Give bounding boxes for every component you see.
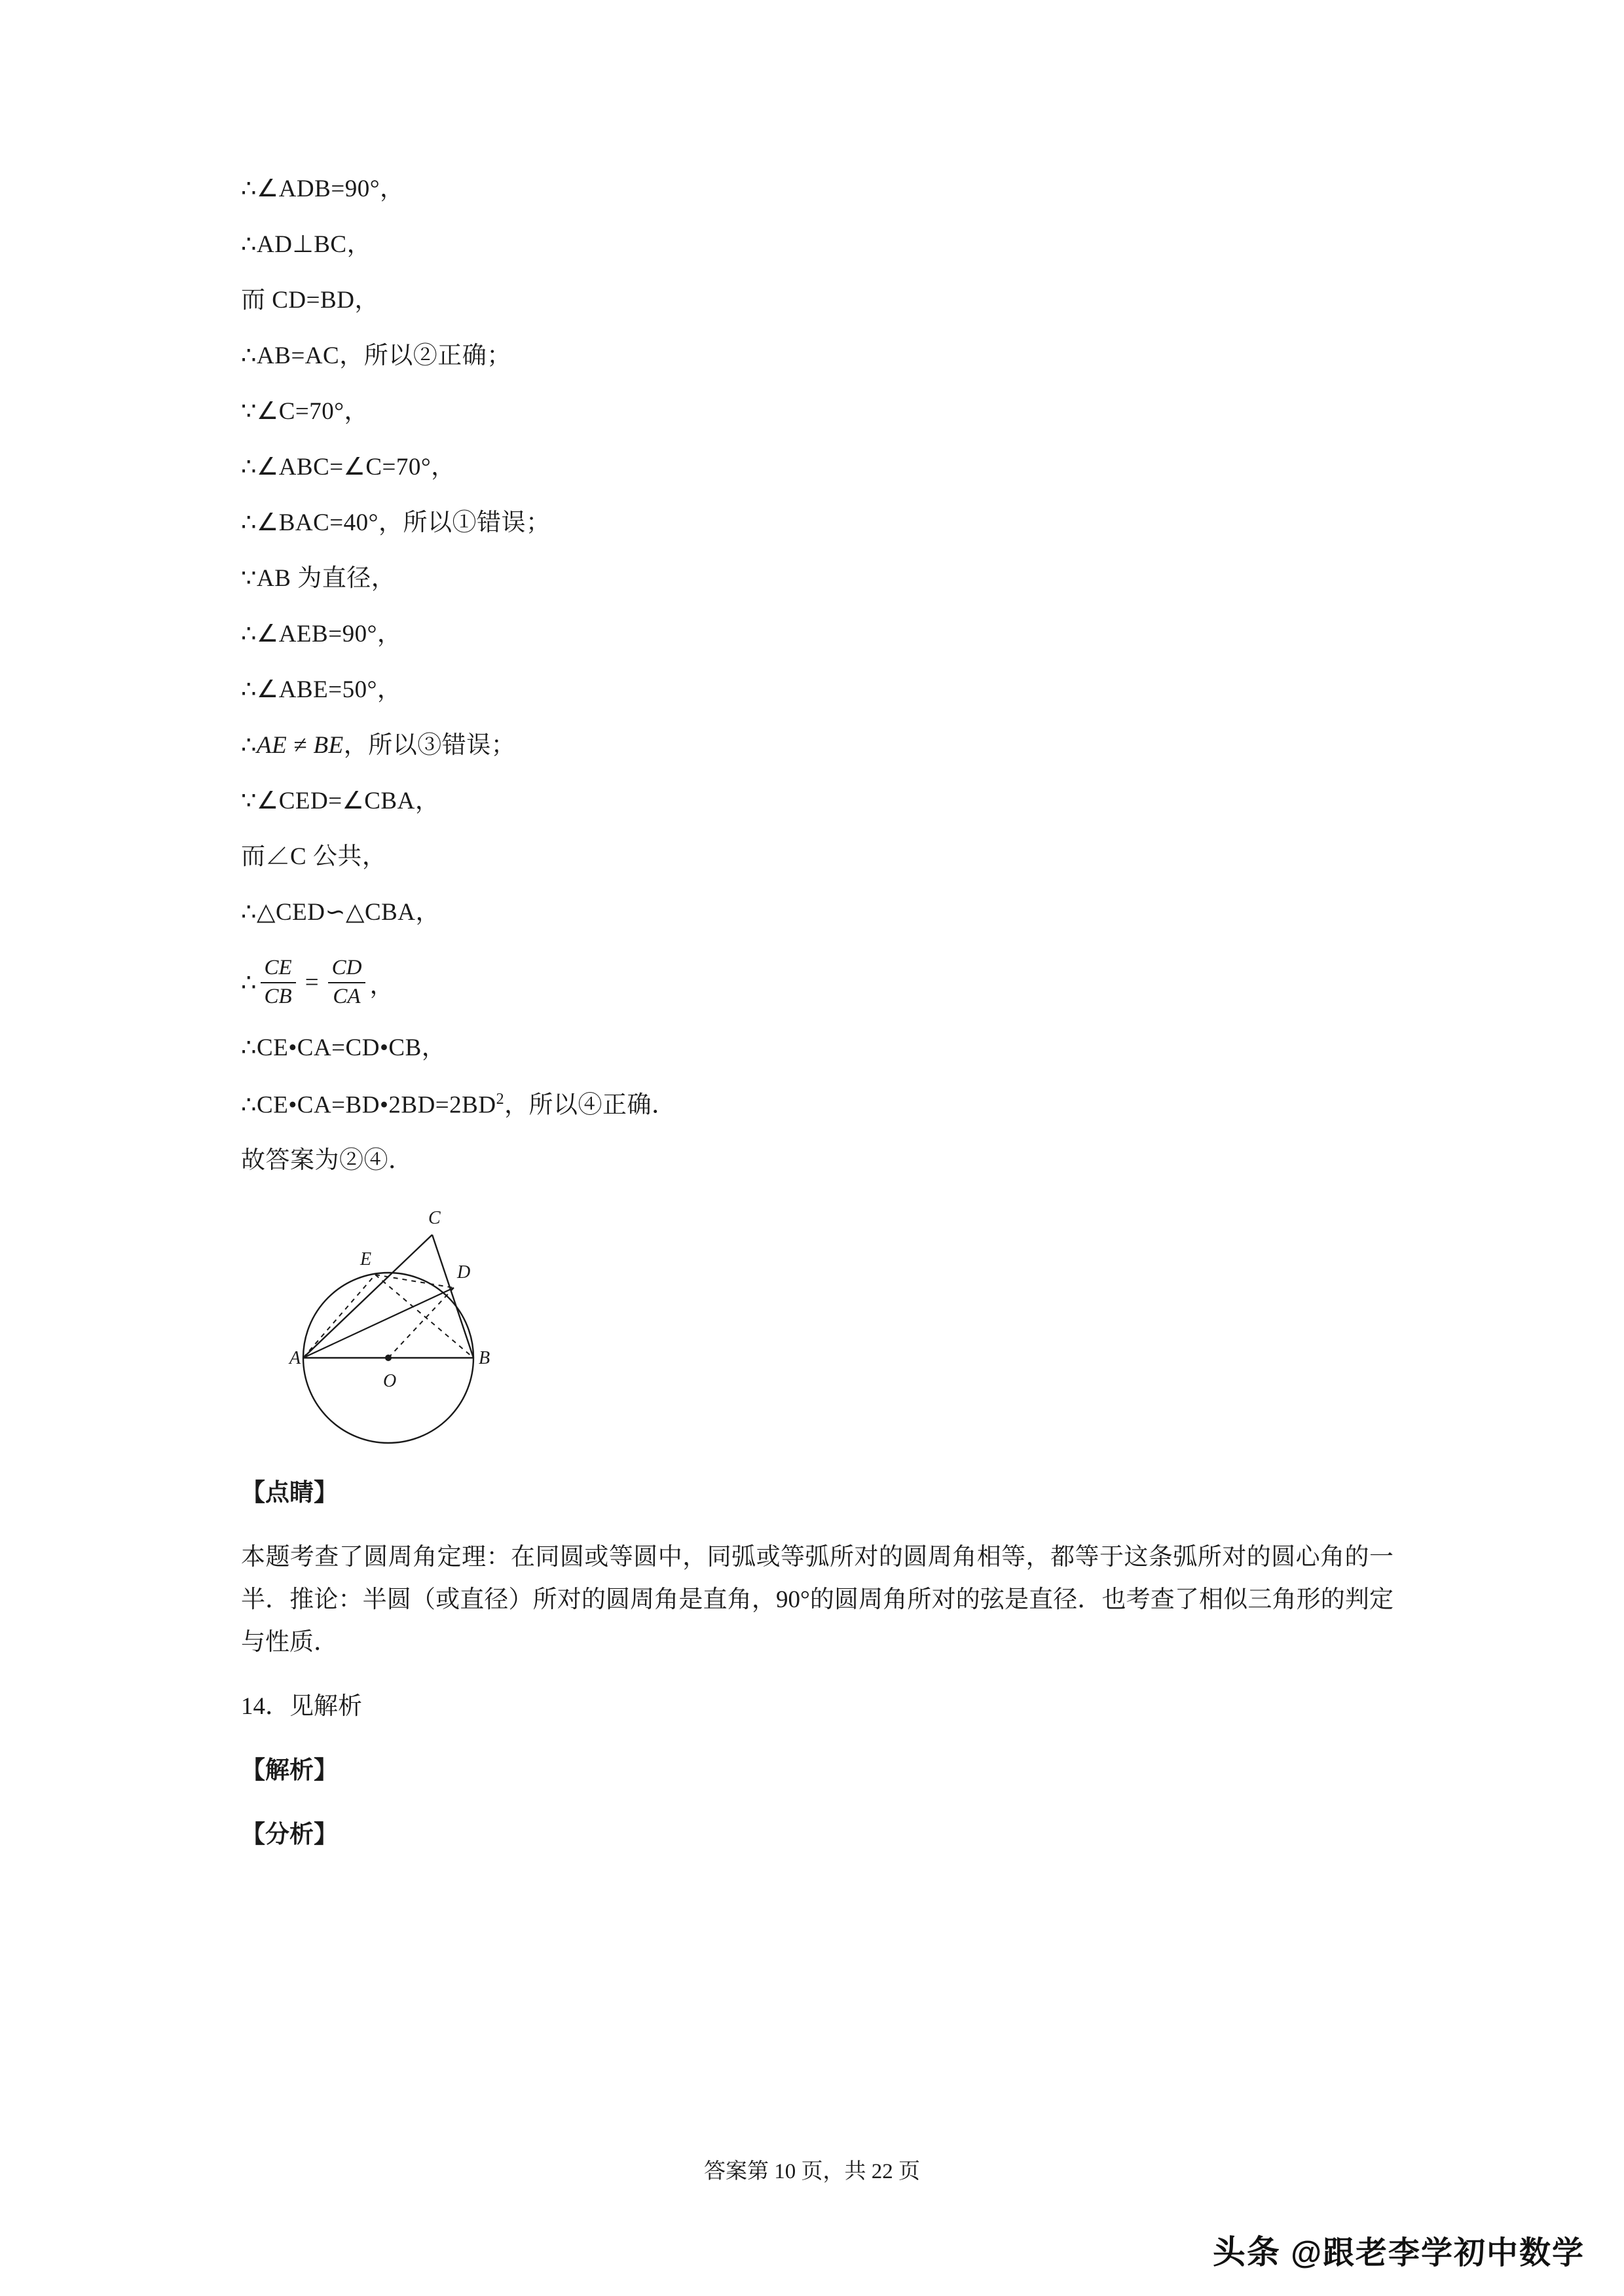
fraction-denominator: CA xyxy=(333,984,361,1008)
proof-line: ∴AD⊥BC， xyxy=(241,231,372,258)
proof-line: ∴CE•CA=CD•CB， xyxy=(241,1034,447,1061)
fenxi-heading: 【分析】 xyxy=(241,1821,338,1849)
watermark xyxy=(1213,2226,1585,2273)
proof-line: ∴∠BAC=40°，所以①错误； xyxy=(241,509,551,536)
label-C: C xyxy=(428,1208,441,1229)
proof-line: ∵∠C=70°， xyxy=(241,398,369,425)
proof-line: 而 CD=BD， xyxy=(241,287,379,314)
fraction-numerator: CD xyxy=(328,956,366,983)
watermark-handle: @跟老李学初中数学 xyxy=(1291,2236,1585,2270)
fraction-denominator: CB xyxy=(264,984,292,1008)
geometry-figure xyxy=(280,1204,542,1466)
dianjing-heading: 【点睛】 xyxy=(241,1480,338,1507)
bd-suffix: ，所以④正确． xyxy=(504,1091,676,1119)
proof-line-proportion xyxy=(241,956,1413,1010)
proof-line: ∴∠ABC=∠C=70°， xyxy=(241,454,456,481)
proof-line: ∴∠AEB=90°， xyxy=(241,621,402,647)
segment-BC xyxy=(432,1235,473,1358)
proof-line: ∵AB 为直径， xyxy=(241,565,396,592)
proof-line: ∴∠ABE=50°， xyxy=(241,676,402,703)
label-D: D xyxy=(457,1262,471,1283)
proof-line: ∴∠ADB=90°， xyxy=(241,175,405,202)
segment-OD-dashed xyxy=(388,1288,454,1358)
label-E: E xyxy=(360,1249,372,1270)
center-point-O xyxy=(385,1355,392,1361)
proof-line: ∴△CED∽△CBA， xyxy=(241,899,441,926)
document-body xyxy=(241,177,1413,1878)
jiexi-heading: 【解析】 xyxy=(241,1757,338,1785)
equals-sign: = xyxy=(304,969,319,996)
proof-prefix: ∴ xyxy=(241,732,257,759)
watermark-brand: 头条 xyxy=(1212,2234,1281,2270)
proof-line: ∴AB=AC，所以②正确； xyxy=(241,342,511,369)
proof-suffix: ，所以③错误； xyxy=(343,732,516,759)
proof-line-bd-squared xyxy=(241,1091,1413,1117)
fraction-left xyxy=(261,956,296,1010)
proof-line-ae-ne-be xyxy=(241,733,1413,757)
fraction-numerator: CE xyxy=(261,956,296,983)
math-expression: AE ≠ BE xyxy=(257,732,344,759)
question-item-14: 14．见解析 xyxy=(241,1693,362,1721)
exponent: 2 xyxy=(496,1090,505,1108)
proof-line: ∵∠CED=∠CBA， xyxy=(241,788,440,814)
final-answer-line: 故答案为②④． xyxy=(241,1147,413,1175)
proportion-suffix: ， xyxy=(369,972,394,999)
label-B: B xyxy=(479,1348,490,1369)
proof-line: 而∠C 公共， xyxy=(241,843,387,870)
circle-diagram-svg xyxy=(280,1204,542,1466)
fraction-right xyxy=(328,956,366,1010)
label-O: O xyxy=(383,1371,397,1392)
page-footer: 答案第 10 页，共 22 页 xyxy=(704,2160,920,2183)
dianjing-body: 本题考查了圆周角定理：在同圆或等圆中，同弧或等弧所对的圆周角相等，都等于这条弧所对的圆心角的一半．推论：半圆（或直径）所对的圆周角是直角，90°的圆周角所对的弦是直径．也考查了相似三角形的判定与性质． xyxy=(241,1544,1393,1656)
label-A: A xyxy=(289,1348,301,1369)
proportion-prefix: ∴ xyxy=(241,969,257,996)
bd-prefix: ∴CE•CA=BD•2BD=2BD xyxy=(241,1091,496,1119)
